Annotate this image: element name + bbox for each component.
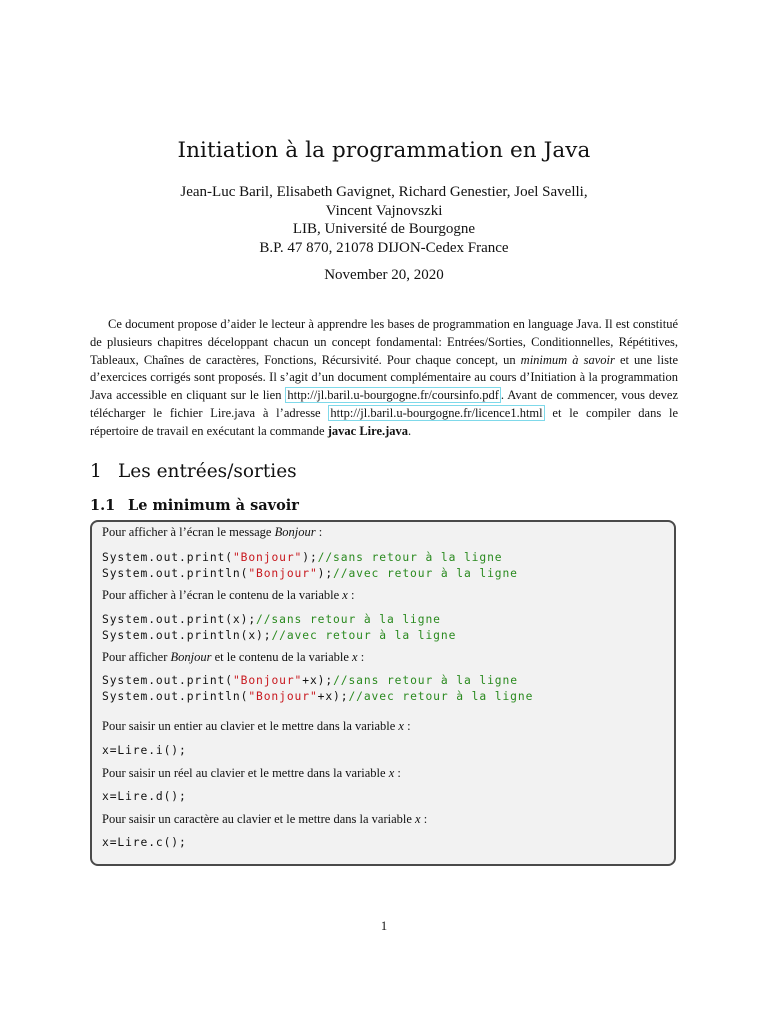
abstract-paragraph — [90, 316, 678, 441]
box-text-line: Pour afficher Bonjour et le contenu de la variable x : — [102, 650, 365, 664]
subsection-title: Le minimum à savoir — [128, 497, 299, 514]
page-number: 1 — [380, 919, 388, 933]
code-line: x=Lire.c(); — [102, 836, 187, 849]
code-line: x=Lire.d(); — [102, 790, 187, 803]
code-line: System.out.print("Bonjour");//sans retour à la ligne — [102, 551, 503, 564]
document-date: November 20, 2020 — [324, 267, 444, 283]
address-line: B.P. 47 870, 21078 DIJON-Cedex France — [259, 239, 509, 256]
box-text-line: Pour saisir un réel au clavier et le mettre dans la variable x : — [102, 766, 401, 780]
course-link[interactable]: http://jl.baril.u-bourgogne.fr/coursinfo.pdf — [287, 388, 499, 403]
subsection-heading — [90, 497, 299, 514]
code-line: System.out.println("Bonjour");//avec retour à la ligne — [102, 567, 518, 580]
affiliation-line: LIB, Université de Bourgogne — [292, 221, 476, 237]
minimum-box — [90, 520, 676, 866]
subsection-number: 1.1 — [90, 497, 116, 514]
code-line: System.out.print("Bonjour"+x);//sans retour à la ligne — [102, 674, 518, 687]
box-text-line: Pour afficher à l’écran le message Bonjour : — [102, 525, 323, 539]
download-link[interactable]: http://jl.baril.u-bourgogne.fr/licence1.html — [330, 405, 543, 420]
document-title: Initiation à la programmation en Java — [177, 138, 591, 163]
code-line: System.out.print(x);//sans retour à la ligne — [102, 613, 441, 626]
section-heading — [90, 461, 297, 482]
abstract-text: et le compiler dans le répertoire de travail en exécutant la commande — [90, 405, 678, 438]
code-line: x=Lire.i(); — [102, 744, 187, 757]
abstract-emphasis: minimum à savoir — [520, 352, 615, 367]
box-text-line: Pour afficher à l’écran le contenu de la variable x : — [102, 588, 355, 602]
authors-line: Vincent Vajnovszki — [325, 202, 443, 219]
abstract-text: . Avant de commencer, vous devez télécharger le fichier Lire.java à l’adresse — [90, 388, 678, 420]
code-line: System.out.println(x);//avec retour à la ligne — [102, 629, 457, 642]
abstract-text: et une liste d’exercices corrigés sont proposés. Il s’agit d’un document complémentaire au cours d’Initiation à la programmation Java accessible en cliquant sur le lien — [90, 352, 678, 403]
compile-command: javac Lire.java — [327, 423, 409, 438]
code-line: System.out.println("Bonjour"+x);//avec retour à la ligne — [102, 690, 534, 703]
section-title: Les entrées/sorties — [118, 461, 297, 482]
authors-line: Jean-Luc Baril, Elisabeth Gavignet, Richard Genestier, Joel Savelli, — [180, 184, 588, 200]
section-number: 1 — [90, 461, 102, 482]
author-block — [0, 183, 768, 257]
abstract-text: . — [408, 423, 412, 438]
box-text-line: Pour saisir un entier au clavier et le mettre dans la variable x : — [102, 719, 411, 733]
abstract-text: Ce document propose d’aider le lecteur à apprendre les bases de programmation en language Java. Il est constitué de plusieurs chapitres déceloppant chacun un concept fondamental: Entrées/Sorties, Conditionnelles, Répétitives, Tableaux, Chaînes de caractères, Fonctions, Récursivité. Pour chaque concept, un — [90, 317, 678, 367]
box-text-line: Pour saisir un caractère au clavier et le mettre dans la variable x : — [102, 812, 428, 826]
